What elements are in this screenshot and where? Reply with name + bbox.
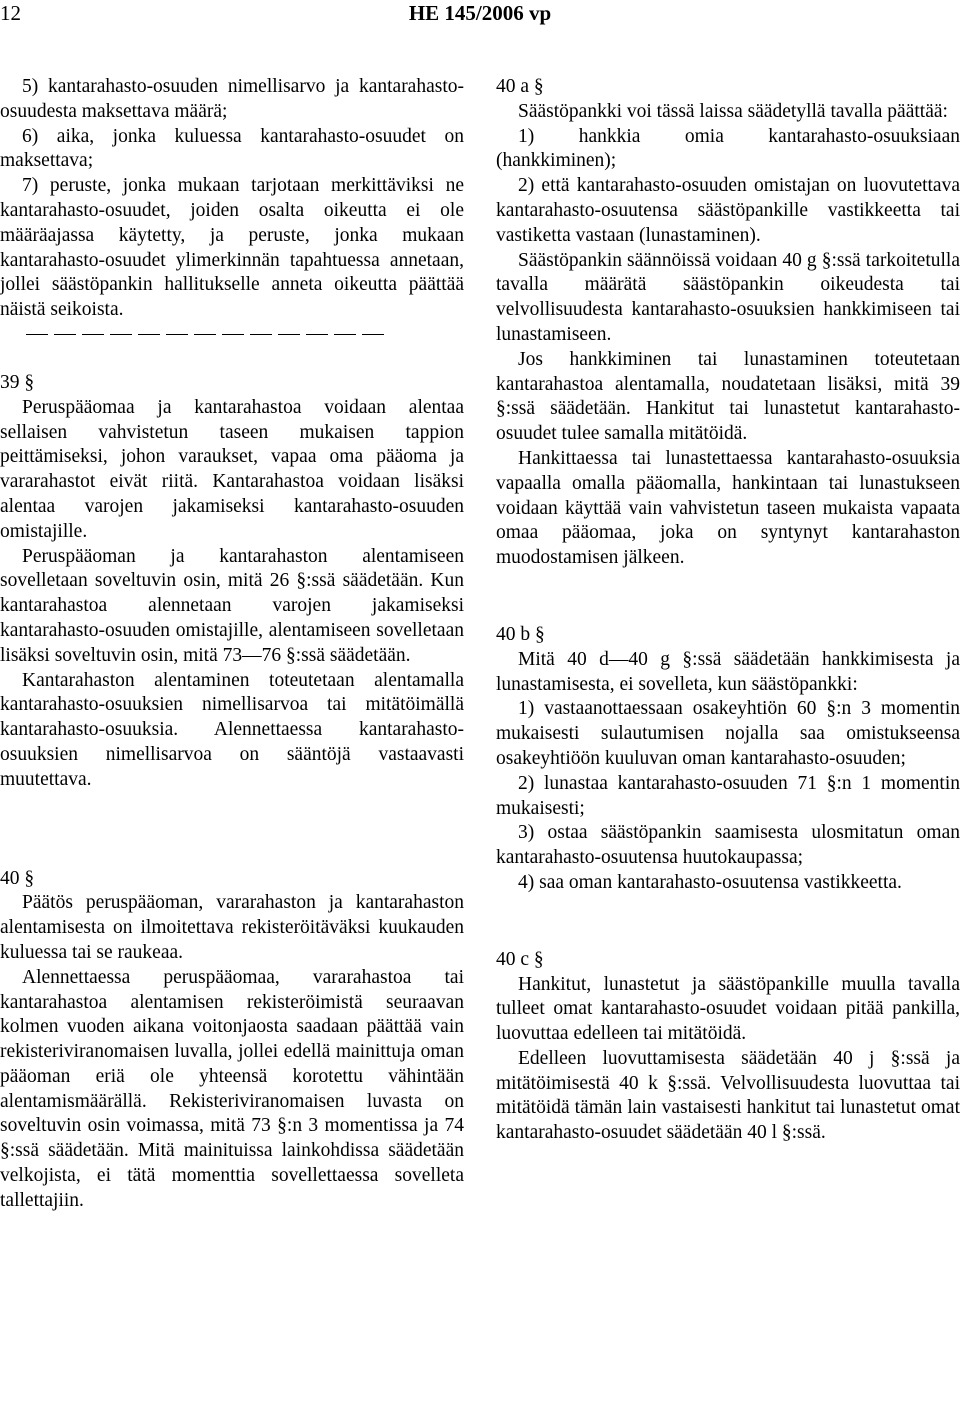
- paragraph: Jos hankkiminen tai lunastaminen toteutetaan kantarahastoa alentamalla, noudatetaan lisäksi, mitä 39 §:ssä säädetään. Hankitut tai lunastetut kantarahasto-osuudet tulee samalla mitätöidä.: [496, 348, 960, 445]
- left-column: [0, 75, 464, 1214]
- paragraph: 3) ostaa säästöpankin saamisesta ulosmitatun oman kantarahasto-osuutensa huutokaupassa;: [496, 822, 960, 869]
- paragraph: 2) lunastaa kantarahasto-osuuden 71 §:n 1 momentin mukaisesti;: [496, 772, 960, 819]
- paragraph: Peruspääoman ja kantarahaston alentamiseen sovelletaan soveltuvin osin, mitä 26 §:ssä säädetään. Kun kantarahastoa alennetaan varojen jakamiseksi kantarahasto-osuuden omistajille, alentamiseen sovelletaan lisäksi soveltuvin osin, mitä 73—76 §:ssä säädetään.: [0, 545, 464, 666]
- paragraph: 1) hankkia omia kantarahasto-osuuksiaan (hankkiminen);: [496, 125, 960, 172]
- paragraph: Säästöpankki voi tässä laissa säädetyllä tavalla päättää:: [518, 100, 948, 122]
- paragraph: Hankitut, lunastetut ja säästöpankille muulla tavalla tulleet omat kantarahasto-osuudet voidaan pitää pankilla, luovuttaa edelleen tai mitätöidä.: [496, 973, 960, 1045]
- document-id: HE 145/2006 vp: [408, 1, 552, 25]
- section-heading-40a: 40 a §: [496, 76, 544, 97]
- paragraph: 5) kantarahasto-osuuden nimellisarvo ja kantarahasto-osuudesta maksettava määrä;: [0, 76, 464, 122]
- paragraph: 2) että kantarahasto-osuuden omistajan on luovutettava kantarahasto-osuutensa säästöpankille vastikkeetta tai vastiketta vastaan (lunastaminen).: [496, 175, 960, 246]
- right-column: [496, 75, 960, 1146]
- section-heading-40c: 40 c §: [496, 948, 544, 970]
- paragraph: Hankittaessa tai lunastettaessa kantarahasto-osuuksia vapaalla omalla pääomalla, hankintaan tai lunastukseen voidaan käyttää vain vahvistetun taseen mukaista vapaata omaa pääomaa, joka on syntynyt kantarahaston muodostamisen jälkeen.: [496, 447, 960, 569]
- paragraph: 6) aika, jonka kuluessa kantarahasto-osuudet on maksettava;: [0, 125, 464, 172]
- paragraph: Kantarahaston alentaminen toteutetaan alentamalla kantarahasto-osuuksien nimellisarvoa tai mitätöimällä kantarahasto-osuuksia. Alennettaessa kantarahasto-osuuksien nimellisarvoa on sääntöjä vastaavasti muutettava.: [0, 669, 464, 790]
- paragraph: Peruspääomaa ja kantarahastoa voidaan alentaa sellaisen vahvistetun taseen mukaisen tappion peittämiseksi, johon varaukset, vapaa oma pääoma ja vararahastot eivät riitä. Kantarahastoa voidaan lisäksi alentaa varojen jakamiseksi kantarahasto-osuuden omistajille.: [0, 396, 464, 542]
- section-heading-40b: 40 b §: [496, 623, 545, 645]
- paragraph: 1) vastaanottaessaan osakeyhtiön 60 §:n 3 momentin mukaisesti sulautumisen nojalla saa omistukseensa osakeyhtiöön kuuluvan oman kantarahasto-osuuden;: [496, 698, 960, 769]
- section-heading-40: 40 §: [0, 867, 35, 889]
- section-heading-39: 39 §: [0, 371, 35, 393]
- omission-dash-line: [0, 323, 464, 347]
- paragraph: 4) saa oman kantarahasto-osuutensa vastikkeetta.: [518, 871, 902, 893]
- page-number: 12: [0, 1, 21, 25]
- paragraph: Mitä 40 d—40 g §:ssä säädetään hankkimisesta ja lunastamisesta, ei sovelleta, kun säästöpankki:: [496, 648, 960, 695]
- paragraph: Edelleen luovuttamisesta säädetään 40 j §:ssä ja mitätöimisestä 40 k §:ssä. Velvollisuudesta luovuttaa tai mitätöidä tämän lain vastaisesti hankitut tai lunastetut omat kantarahasto-osuudet säädetään 40 l §:ssä.: [496, 1047, 960, 1144]
- paragraph: Päätös peruspääoman, vararahaston ja kantarahaston alentamisesta on ilmoitettava rekisteröitäväksi kuukauden kuluessa tai se raukeaa.: [0, 892, 464, 963]
- paragraph: 7) peruste, jonka mukaan tarjotaan merkittäviksi ne kantarahasto-osuudet, joiden osalta oikeutta ei ole määräajassa käytetty, ja peruste, jonka mukaan kantarahasto-osuudet ylimerkinnän tapahtuessa annetaan, jollei säästöpankin hallitukselle anneta oikeutta päättää näistä seikoista.: [0, 175, 464, 321]
- paragraph: Säästöpankin säännöissä voidaan 40 g §:ssä tarkoitetulla tavalla määrätä säästöpankin oikeudesta tai velvollisuudesta kantarahasto-osuuksien hankkimiseen tai lunastamiseen.: [496, 249, 960, 345]
- paragraph: Alennettaessa peruspääomaa, vararahastoa tai kantarahastoa alentamisen rekisteröimistä seuraavan kolmen vuoden aikana voitonjaosta saadaan päättää vain rekisteriviranomaisen luvalla, jollei edellä mainittuja oman pääoman eriä ole yhteensä korotettu vähintään alentamismäärällä. Rekisteriviranomaisen luvasta on soveltuvin osin voimassa, mitä 73 §:n 3 momentissa ja 74 §:ssä säädetään. Mitä mainituissa lainkohdissa säädetään velkojista, ei tätä momenttia sovellettaessa sovelleta tallettajiin.: [0, 966, 464, 1211]
